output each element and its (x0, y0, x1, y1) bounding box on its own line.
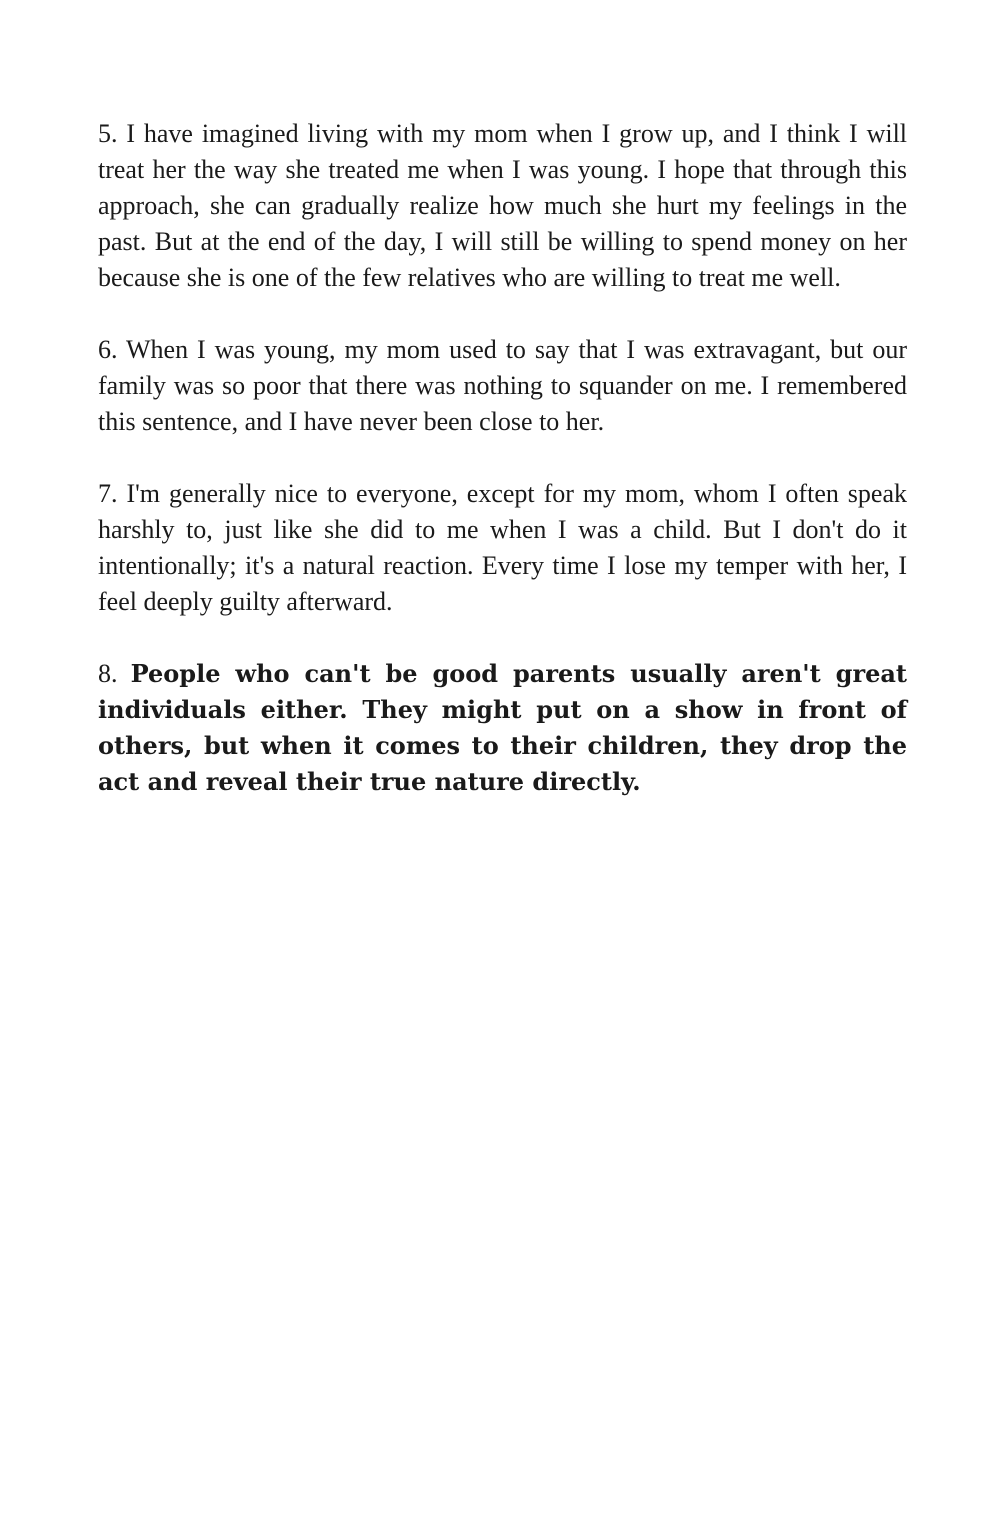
paragraph-number: 7. (98, 479, 118, 508)
paragraph-text: I'm generally nice to everyone, except for my mom, whom I often speak harshly to, just like she did to me when I was a child. But I don't do it intentionally; it's a natural reaction. Every time I lose my temper with her, I feel deeply guilty afterward. (98, 479, 907, 616)
paragraph-number: 6. (98, 335, 118, 364)
paragraph-8 (98, 656, 907, 800)
paragraph-text: When I was young, my mom used to say that I was extravagant, but our family was so poor that there was nothing to squander on me. I remembered this sentence, and I have never been close to her. (98, 335, 907, 436)
paragraph-text: I have imagined living with my mom when I grow up, and I think I will treat her the way she treated me when I was young. I hope that through this approach, she can gradually realize how much she hurt my feelings in the past. But at the end of the day, I will still be willing to spend money on her because she is one of the few relatives who are willing to treat me well. (98, 119, 908, 292)
paragraph-text-bold: People who can't be good parents usually aren't great individuals either. They might put on a show in front of others, but when it comes to their children, they drop the act and reveal their true nature directly. (98, 659, 907, 796)
document-page (98, 116, 907, 836)
paragraph-6 (98, 332, 907, 440)
paragraph-number: 5. (98, 119, 118, 148)
paragraph-5 (98, 116, 907, 296)
paragraph-7 (98, 476, 907, 620)
paragraph-number: 8. (98, 659, 118, 688)
